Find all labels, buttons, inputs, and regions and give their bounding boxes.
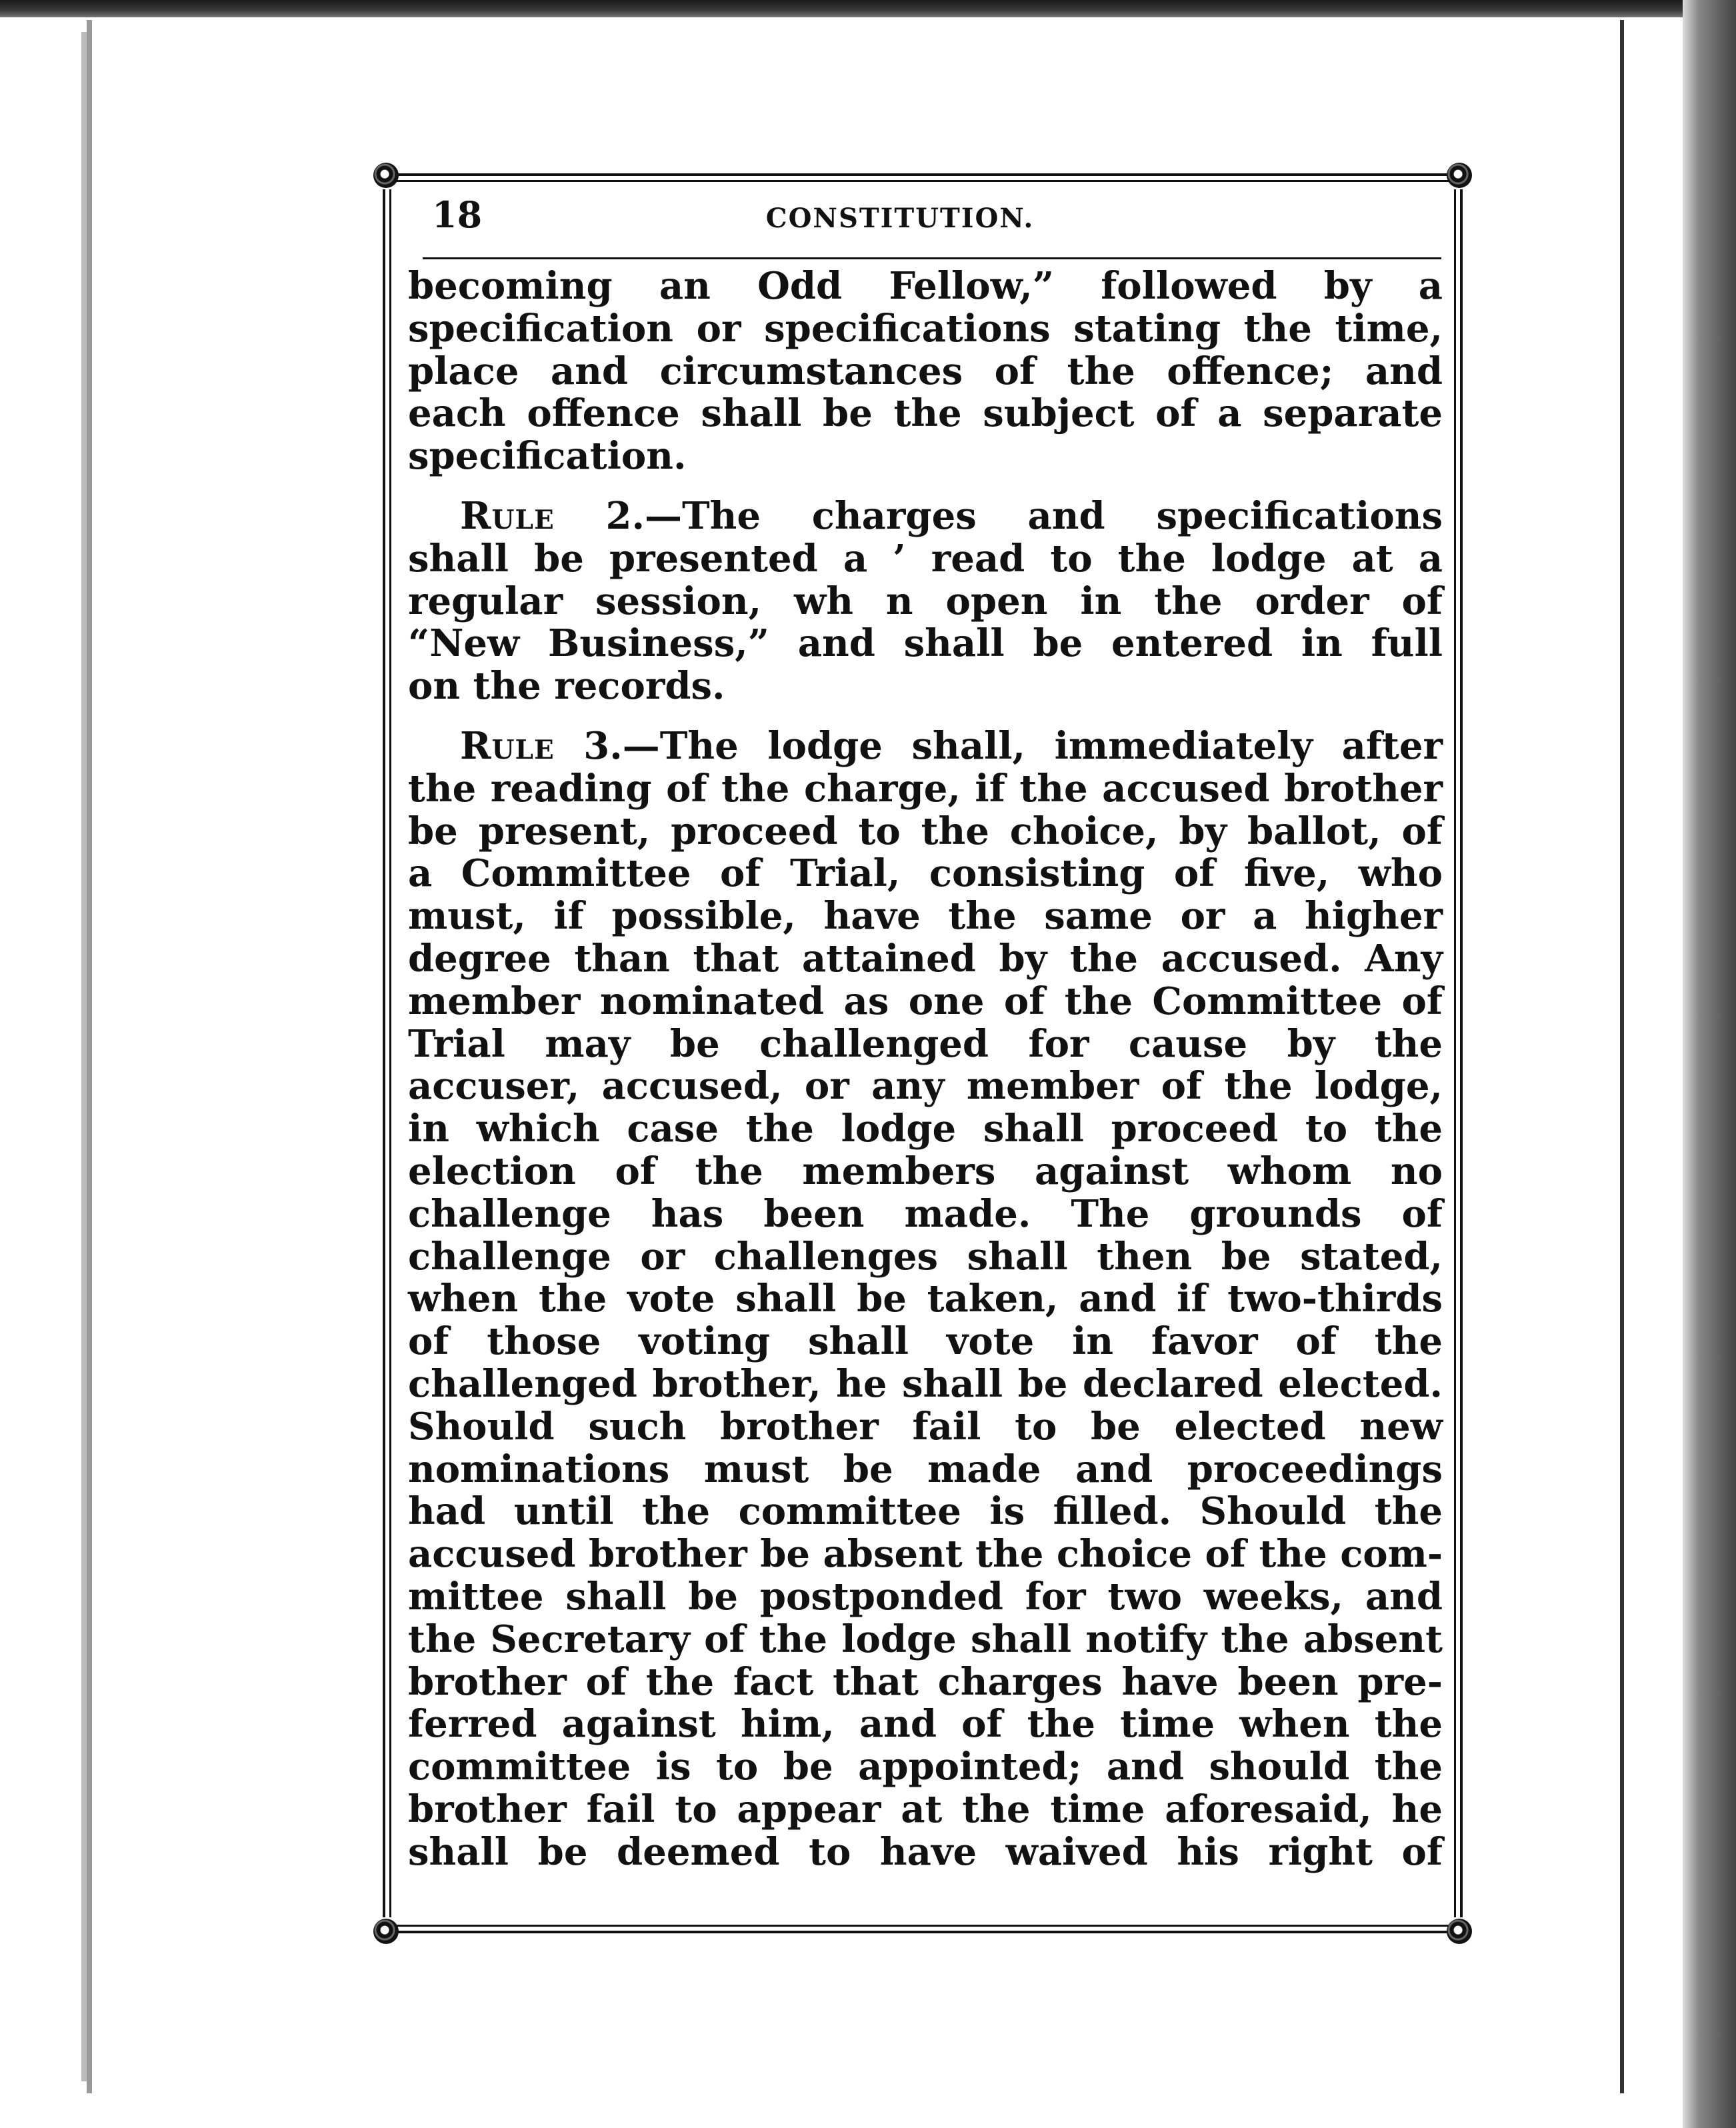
scan-right-edge	[1683, 0, 1736, 2128]
text-line: nominations must be made and proceedings	[408, 1447, 1443, 1491]
text-line: degree than that attained by the accused. Any	[408, 936, 1443, 981]
border-rule	[1460, 189, 1463, 1917]
text-line: member nominated as one of the Committee of	[408, 979, 1443, 1023]
border-rule	[383, 189, 385, 1917]
corner-rosette-icon	[373, 163, 399, 188]
text-line: challenge has been made. The grounds of	[408, 1191, 1443, 1236]
text-line: becoming an Odd Fellow,” followed by a	[408, 264, 1443, 308]
text-line: —The lodge shall, immediately after	[622, 723, 1443, 768]
border-rule	[392, 1931, 1453, 1933]
corner-rosette-icon	[373, 1919, 399, 1944]
text-line: Trial may be challenged for cause by the	[408, 1021, 1443, 1066]
border-rule	[392, 1925, 1453, 1927]
rule-3-first-line	[408, 725, 1443, 768]
text-line: regular session, wh n open in the order of	[408, 579, 1443, 623]
border-rule	[389, 189, 391, 1917]
text-line: each offence shall be the subject of a separate	[408, 391, 1443, 436]
border-rule	[392, 173, 1453, 176]
paragraph-rule-2	[408, 495, 1443, 708]
text-line: be present, proceed to the choice, by ballot, of	[408, 809, 1443, 853]
text-line: when the vote shall be taken, and if two-thirds	[408, 1277, 1443, 1321]
rule-number: 2.	[605, 493, 645, 538]
text-line: challenge or challenges shall then be stated,	[408, 1234, 1443, 1279]
text-line: of those voting shall vote in favor of the	[408, 1319, 1443, 1364]
body-text	[408, 265, 1443, 1873]
text-line: brother fail to appear at the time aforesaid, he	[408, 1787, 1443, 1831]
paragraph-rule-3	[408, 725, 1443, 1874]
text-line: must, if possible, have the same or a higher	[408, 894, 1443, 939]
text-line: a Committee of Trial, consisting of five, who	[408, 851, 1443, 896]
text-line: —The charges and specifications	[644, 493, 1443, 538]
text-line: committee is to be appointed; and should the	[408, 1745, 1443, 1789]
text-line: “New Business,” and shall be entered in full	[408, 621, 1443, 666]
rule-2-first-line	[408, 495, 1443, 538]
text-line: challenged brother, he shall be declared elected.	[408, 1361, 1443, 1406]
corner-rosette-icon	[1447, 163, 1472, 188]
text-line: specification or specifications stating the time,	[408, 306, 1443, 351]
header-divider	[423, 257, 1441, 259]
rule-number: 3.	[583, 723, 623, 768]
text-line: had until the committee is filled. Should the	[408, 1489, 1443, 1534]
scan-top-edge	[0, 0, 1736, 17]
text-line: election of the members against whom no	[408, 1149, 1443, 1193]
text-line: accuser, accused, or any member of the lodge,	[408, 1064, 1443, 1109]
text-line: the Secretary of the lodge shall notify the absent	[408, 1617, 1443, 1661]
border-rule	[392, 180, 1453, 182]
corner-rosette-icon	[1447, 1919, 1472, 1944]
text-line: shall be presented a ’ read to the lodge at a	[408, 536, 1443, 581]
running-head: CONSTITUTION.	[765, 203, 1035, 234]
text-line: accused brother be absent the choice of the com-	[408, 1532, 1443, 1577]
text-line: mittee shall be postponded for two weeks, and	[408, 1574, 1443, 1619]
page-number: 18	[432, 193, 483, 236]
text-line: place and circumstances of the offence; and	[408, 349, 1443, 393]
text-line: in which case the lodge shall proceed to the	[408, 1107, 1443, 1151]
text-line: specification.	[408, 434, 687, 479]
rule-label: Rule	[460, 723, 555, 768]
text-line: shall be deemed to have waived his right of	[408, 1829, 1443, 1874]
text-line: the reading of the charge, if the accused brother	[408, 766, 1443, 811]
text-line: on the records.	[408, 664, 725, 709]
border-rule	[1454, 189, 1456, 1917]
rule-label: Rule	[460, 493, 555, 538]
text-line: brother of the fact that charges have been pre-	[408, 1659, 1443, 1704]
paragraph-1	[408, 265, 1443, 478]
text-line: Should such brother fail to be elected new	[408, 1404, 1443, 1449]
text-line: ferred against him, and of the time when the	[408, 1702, 1443, 1747]
facing-page-edge	[1620, 20, 1644, 2093]
